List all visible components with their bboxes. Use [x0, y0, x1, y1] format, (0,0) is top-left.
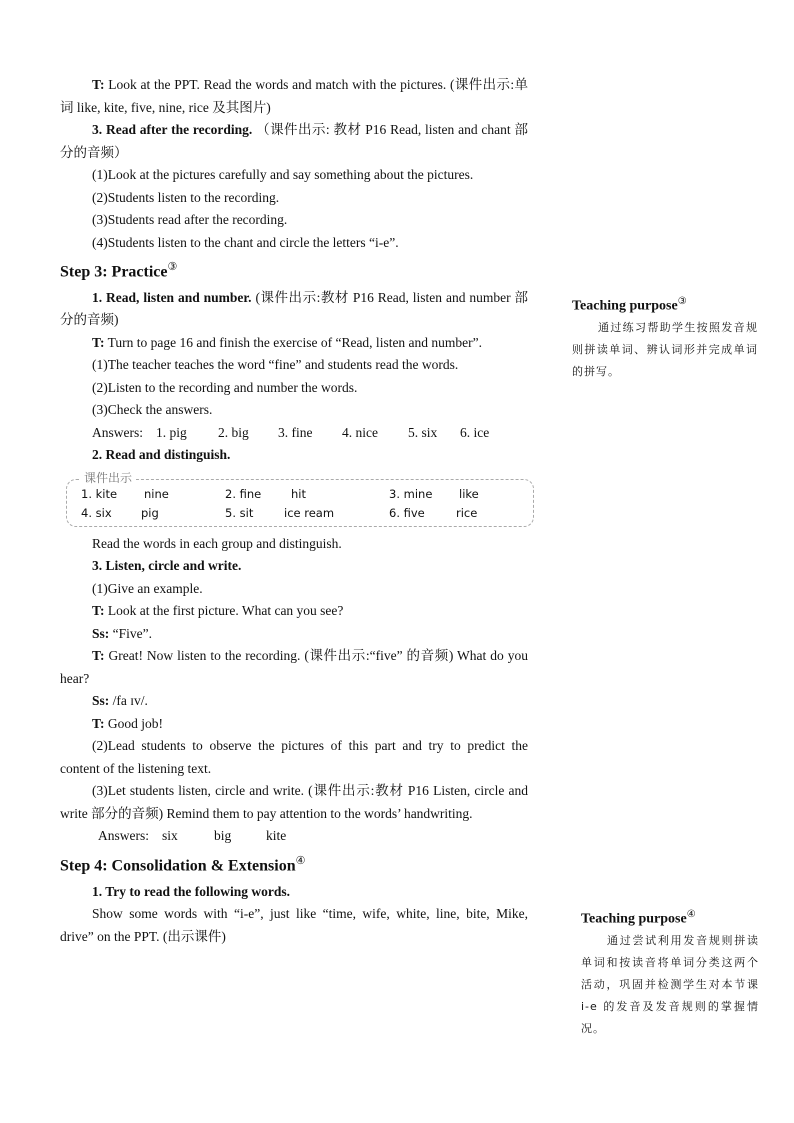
instruction-line: (3)Check the answers.	[92, 402, 213, 418]
instruction-line: (3)Let students listen, circle and write. (课件出示:教材 P16 Listen, circle and write 部分的音频) Remind them to pay attention to the words’ handwriting.	[60, 783, 528, 821]
teaching-purpose-text: 通过练习帮助学生按照发音规则拼读单词、辨认词形并完成单词的拼写。	[572, 320, 758, 378]
courseware-box	[60, 470, 528, 527]
activity-read-distinguish: 2. Read and distinguish.	[92, 447, 231, 463]
word-row: 1. kite nine 2. fine hit 3. mine like	[81, 486, 479, 501]
instruction-line: (1)Look at the pictures carefully and say something about the pictures.	[92, 167, 474, 182]
answers-line: Answers: 1. pig 2. big 3. fine 4. nice 5. six 6. ice	[92, 424, 490, 440]
courseware-tag: 课件出示	[80, 471, 136, 485]
teacher-line: T: Good job!	[92, 715, 163, 731]
step4-heading: Step 4: Consolidation & Extension④	[60, 854, 306, 875]
activity-read-listen-number: 1. Read, listen and number. (课件出示:教材 P16 Read, listen and number 部分的音频)	[60, 289, 528, 328]
word-row: 4. six pig 5. sit ice ream 6. five rice	[81, 505, 478, 520]
activity-read-after: 3. Read after the recording. （课件出示: 教材 P16 Read, listen and chant 部分的音频）	[60, 122, 528, 160]
student-line: Ss: /fa ɪv/.	[92, 693, 148, 709]
teacher-line: T: Look at the first picture. What can you see?	[92, 603, 344, 619]
instruction-line: (2)Listen to the recording and number the words.	[92, 379, 358, 395]
activity-listen-circle-write: 3. Listen, circle and write.	[92, 558, 242, 574]
instruction-line: (3)Students read after the recording.	[92, 212, 288, 227]
lesson-body	[60, 74, 528, 948]
instruction-line: (1)The teacher teaches the word “fine” and students read the words.	[92, 357, 459, 373]
student-line: Ss: “Five”.	[92, 625, 153, 641]
teacher-line: T: Great! Now listen to the recording. (课件出示:“five” 的音频) What do you hear?	[60, 648, 528, 686]
teacher-line: T: Look at the PPT. Read the words and match with the pictures. (课件出示:单词 like, kite, five, nine, rice 及其图片)	[60, 77, 528, 115]
instruction-line: Show some words with “i-e”, just like “time, wife, white, line, bite, Mike, drive” on the PPT. (出示课件)	[60, 906, 528, 944]
teaching-purpose-4	[581, 905, 759, 1040]
word-group-box	[66, 479, 534, 527]
teaching-purpose-3	[572, 292, 758, 383]
step3-heading: Step 3: Practice③	[60, 261, 178, 281]
teacher-line: T: Turn to page 16 and finish the exercise of “Read, listen and number”.	[92, 334, 483, 350]
instruction-line: (2)Students listen to the recording.	[92, 189, 280, 205]
teaching-purpose-heading: Teaching purpose④	[581, 909, 696, 927]
activity-try-read: 1. Try to read the following words.	[92, 883, 290, 899]
teaching-purpose-text: 通过尝试利用发音规则拼读单词和按读音将单词分类这两个活动，巩固并检测学生对本节课 i-e 的发音及发音规则的掌握情况。	[581, 933, 759, 1035]
instruction-line: Read the words in each group and distinguish.	[92, 535, 342, 551]
answers-line: Answers: six big kite	[98, 828, 287, 844]
instruction-line: (1)Give an example.	[92, 580, 203, 596]
teaching-purpose-heading: Teaching purpose③	[572, 296, 687, 314]
instruction-line: (4)Students listen to the chant and circle the letters “i-e”.	[92, 234, 399, 250]
instruction-line: (2)Lead students to observe the pictures of this part and try to predict the content of the listening text.	[60, 738, 528, 776]
